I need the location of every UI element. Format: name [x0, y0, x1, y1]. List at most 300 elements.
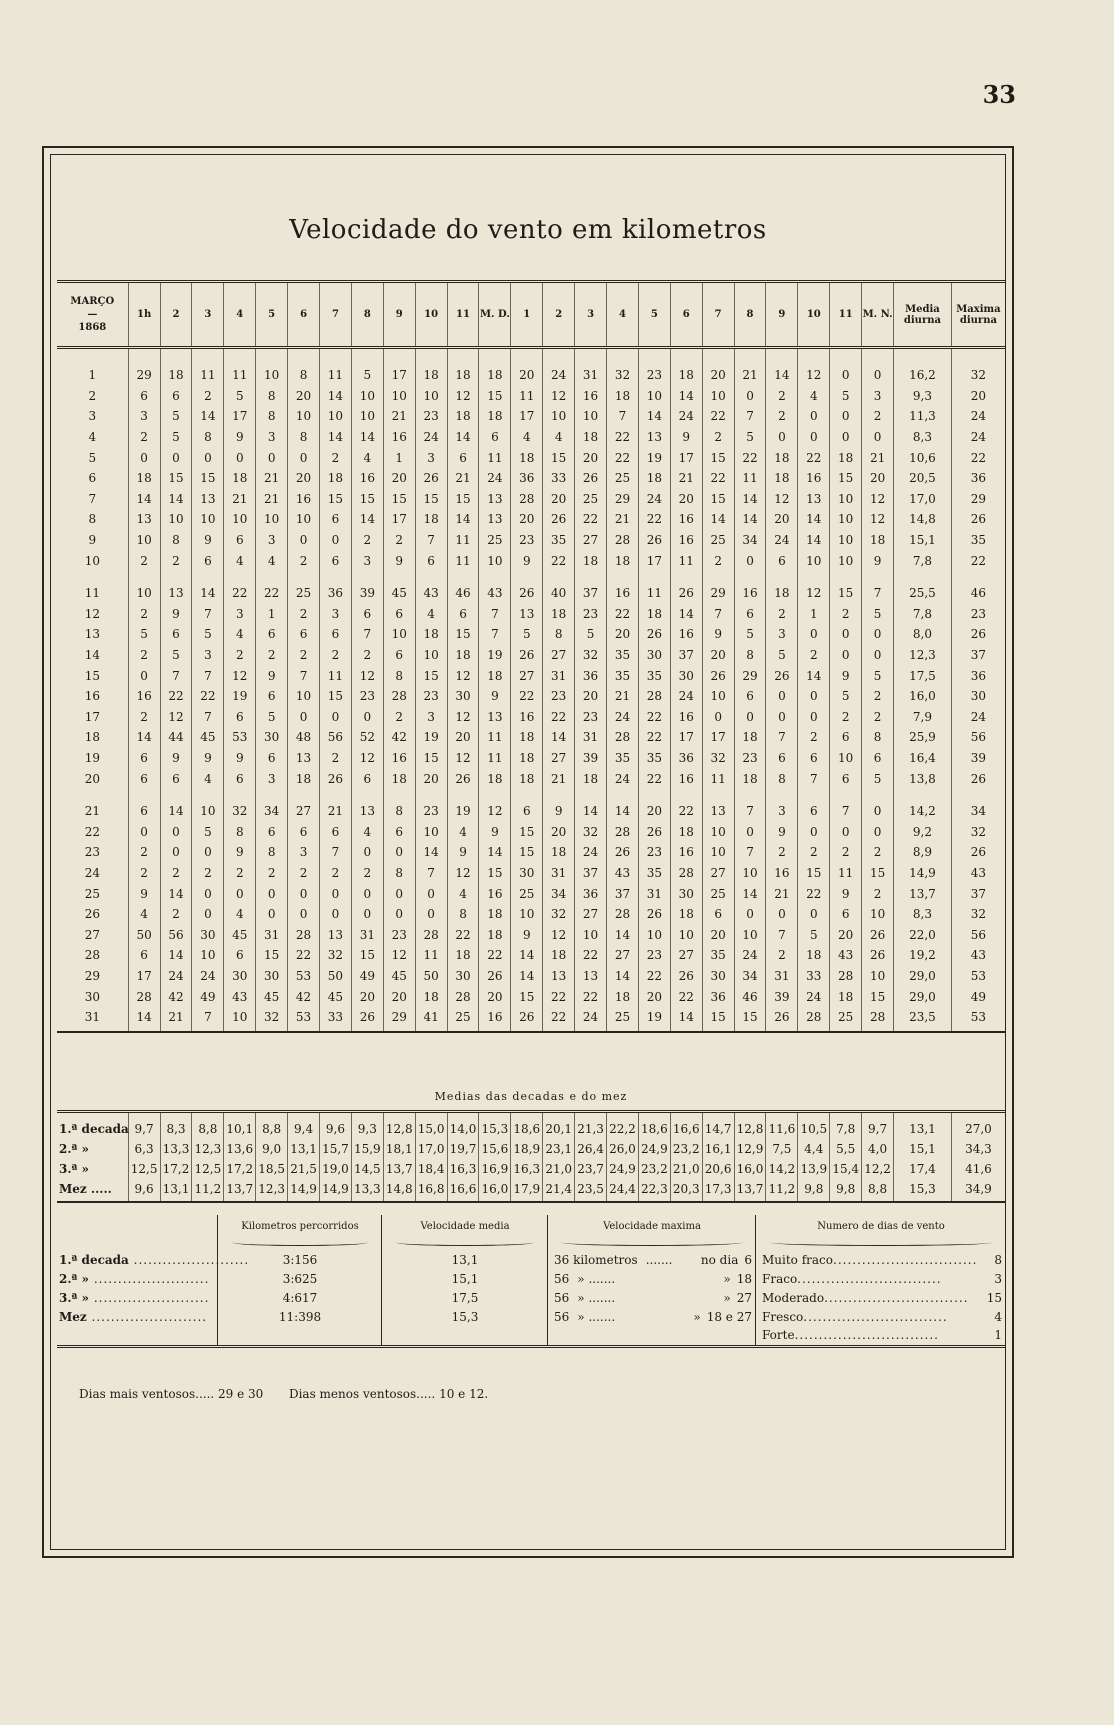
hour-value-cell: 18 — [479, 348, 511, 386]
km-header: Kilometros percorridos — [241, 1221, 359, 1232]
hour-value-cell: 43 — [224, 986, 256, 1007]
decada-value: 18,6 — [511, 1112, 543, 1140]
hour-value-cell: 0 — [734, 707, 766, 728]
hour-value-cell: 18 — [511, 768, 543, 789]
maxima-header — [951, 282, 1005, 348]
hour-value-cell: 0 — [830, 821, 862, 842]
hour-value-cell: 24 — [415, 427, 447, 448]
hour-value-cell: 0 — [830, 348, 862, 386]
decada-value: 21,0 — [670, 1159, 702, 1179]
hour-value-cell: 2 — [798, 645, 830, 666]
hour-value-cell: 26 — [702, 665, 734, 686]
hour-value-cell: 22 — [160, 686, 192, 707]
hour-value-cell: 14 — [734, 883, 766, 904]
hour-value-cell: 0 — [798, 406, 830, 427]
dias-row — [762, 1328, 1002, 1342]
hour-value-cell: 20 — [575, 447, 607, 468]
hour-value-cell: 10 — [192, 789, 224, 822]
hour-value-cell: 3 — [766, 789, 798, 822]
hour-value-cell: 15 — [862, 986, 894, 1007]
hour-value-cell: 42 — [383, 727, 415, 748]
hour-value-cell: 16 — [670, 624, 702, 645]
hour-value-cell: 19 — [447, 789, 479, 822]
hour-value-cell: 6 — [447, 604, 479, 625]
hour-value-cell: 18 — [447, 348, 479, 386]
hour-value-cell: 8 — [383, 665, 415, 686]
hour-value-cell: 13 — [511, 604, 543, 625]
hour-value-cell: 22 — [256, 571, 288, 604]
hour-header: 5 — [638, 282, 670, 348]
day-cell: 2 — [88, 388, 97, 403]
hour-value-cell: 18 — [511, 727, 543, 748]
hour-value-cell: 6 — [224, 530, 256, 551]
hour-value-cell: 13 — [575, 966, 607, 987]
day-cell: 16 — [84, 689, 100, 704]
hour-value-cell: 9 — [830, 883, 862, 904]
hour-value-cell: 15 — [351, 489, 383, 510]
hour-value-cell: 11 — [192, 348, 224, 386]
hour-value-cell: 22 — [798, 447, 830, 468]
hour-value-cell: 10 — [575, 406, 607, 427]
hour-value-cell: 24 — [670, 686, 702, 707]
hour-value-cell: 11 — [447, 530, 479, 551]
hour-value-cell: 7 — [288, 665, 320, 686]
hour-value-cell: 3 — [862, 386, 894, 407]
hour-value-cell: 12 — [798, 348, 830, 386]
hour-header: 11 — [447, 282, 479, 348]
hour-value-cell: 9 — [543, 789, 575, 822]
hour-value-cell: 2 — [766, 386, 798, 407]
hour-value-cell: 17 — [128, 966, 160, 987]
hour-value-cell: 13 — [479, 489, 511, 510]
hour-value-cell: 18 — [607, 986, 639, 1007]
hour-value-cell: 18 — [830, 447, 862, 468]
dot-leader: ........................ — [89, 1272, 210, 1286]
hour-value-cell: 18 — [575, 550, 607, 571]
hour-value-cell: 22 — [798, 883, 830, 904]
hour-value-cell: 10 — [415, 821, 447, 842]
hour-value-cell: 9 — [192, 748, 224, 769]
hour-value-cell: 6 — [128, 748, 160, 769]
decada-value: 15,6 — [479, 1139, 511, 1159]
decada-value: 22,3 — [638, 1179, 670, 1202]
hour-value-cell: 31 — [638, 883, 670, 904]
decada-value: 12,8 — [734, 1112, 766, 1140]
hour-value-cell: 11 — [447, 550, 479, 571]
hour-value-cell: 15 — [479, 863, 511, 884]
max-day-label: no dia — [700, 1253, 739, 1267]
hour-value-cell: 0 — [288, 707, 320, 728]
hour-value-cell: 49 — [351, 966, 383, 987]
table-row — [57, 748, 1005, 769]
decada-value: 34,9 — [951, 1179, 1005, 1202]
dot-leader: ........................ — [89, 1291, 210, 1305]
hour-value-cell: 17 — [383, 348, 415, 386]
hour-value-cell: 0 — [798, 624, 830, 645]
hour-value-cell: 14 — [128, 727, 160, 748]
decada-value: 24,9 — [638, 1139, 670, 1159]
hour-value-cell: 12 — [447, 748, 479, 769]
hour-value-cell: 11 — [320, 348, 352, 386]
hour-value-cell: 0 — [128, 821, 160, 842]
dias-label: Muito fraco — [762, 1253, 833, 1267]
hour-value-cell: 10 — [351, 406, 383, 427]
decada-value: 23,2 — [638, 1159, 670, 1179]
maxima-label: Maxima — [956, 303, 1001, 315]
hour-value-cell: 7 — [607, 406, 639, 427]
decada-value: 26,4 — [575, 1139, 607, 1159]
hour-value-cell: 18 — [734, 727, 766, 748]
hour-value-cell: 26 — [511, 571, 543, 604]
hour-value-cell: 0 — [192, 842, 224, 863]
table-row — [57, 624, 1005, 645]
hour-value-cell: 30 — [702, 966, 734, 987]
hour-value-cell: 2 — [256, 863, 288, 884]
maxima-cell: 37 — [951, 645, 1005, 666]
hour-value-cell: 22 — [702, 406, 734, 427]
hour-value-cell: 9 — [479, 821, 511, 842]
hour-value-cell: 45 — [383, 571, 415, 604]
hour-value-cell: 0 — [288, 447, 320, 468]
hour-value-cell: 28 — [288, 924, 320, 945]
decada-value: 23,5 — [575, 1179, 607, 1202]
hour-value-cell: 0 — [862, 348, 894, 386]
hour-value-cell: 21 — [447, 468, 479, 489]
hour-header: 3 — [192, 282, 224, 348]
hour-value-cell: 16 — [479, 1007, 511, 1033]
media-cell: 14,9 — [894, 863, 952, 884]
hour-value-cell: 15 — [256, 945, 288, 966]
hour-value-cell: 10 — [543, 406, 575, 427]
hour-value-cell: 2 — [351, 863, 383, 884]
hour-value-cell: 32 — [224, 789, 256, 822]
hour-header: 2 — [543, 282, 575, 348]
hour-value-cell: 10 — [734, 863, 766, 884]
hour-value-cell: 28 — [511, 489, 543, 510]
hour-value-cell: 26 — [638, 530, 670, 551]
hour-header: 3 — [575, 282, 607, 348]
hour-value-cell: 3 — [766, 624, 798, 645]
hour-value-cell: 11 — [830, 863, 862, 884]
hour-value-cell: 24 — [543, 348, 575, 386]
hour-value-cell: 0 — [351, 842, 383, 863]
hour-value-cell: 15 — [702, 1007, 734, 1033]
hour-value-cell: 12 — [351, 665, 383, 686]
hour-value-cell: 22 — [543, 1007, 575, 1033]
hour-value-cell: 45 — [224, 924, 256, 945]
hour-value-cell: 23 — [511, 530, 543, 551]
decada-value: 17,0 — [415, 1139, 447, 1159]
summary-max-column — [547, 1215, 756, 1345]
hour-value-cell: 15 — [192, 468, 224, 489]
max-value: 56 — [554, 1291, 570, 1305]
hour-value-cell: 10 — [702, 821, 734, 842]
hour-value-cell: 14 — [670, 386, 702, 407]
hour-value-cell: 22 — [638, 509, 670, 530]
hour-value-cell: 2 — [128, 427, 160, 448]
hour-value-cell: 2 — [192, 386, 224, 407]
table-row — [57, 645, 1005, 666]
hour-value-cell: 18 — [415, 348, 447, 386]
hour-value-cell: 35 — [543, 530, 575, 551]
decada-value: 14,7 — [702, 1112, 734, 1140]
hour-value-cell: 0 — [288, 530, 320, 551]
hour-value-cell: 6 — [320, 821, 352, 842]
hour-value-cell: 21 — [766, 883, 798, 904]
dot-leader: .............................. — [803, 1310, 948, 1324]
hour-value-cell: 21 — [607, 509, 639, 530]
day-cell: 4 — [88, 430, 97, 445]
hour-value-cell: 5 — [862, 768, 894, 789]
hour-header: 10 — [415, 282, 447, 348]
hour-value-cell: 20 — [351, 986, 383, 1007]
hour-value-cell: 15 — [320, 686, 352, 707]
hour-header: 4 — [224, 282, 256, 348]
decada-value: 14,9 — [320, 1179, 352, 1202]
hour-value-cell: 0 — [798, 904, 830, 925]
hour-value-cell: 15 — [415, 665, 447, 686]
hour-value-cell: 7 — [734, 789, 766, 822]
hour-value-cell: 18 — [479, 924, 511, 945]
hour-value-cell: 2 — [128, 550, 160, 571]
hour-value-cell: 6 — [160, 624, 192, 645]
hour-value-cell: 27 — [575, 530, 607, 551]
decada-value: 13,7 — [734, 1179, 766, 1202]
hour-value-cell: 14 — [734, 509, 766, 530]
max-dots: ....... — [645, 1253, 673, 1267]
maxima-cell: 20 — [951, 386, 1005, 407]
day-cell: 27 — [84, 927, 100, 942]
dot-leader: .............................. — [833, 1253, 978, 1267]
hour-value-cell: 0 — [734, 386, 766, 407]
media-cell: 29,0 — [894, 986, 952, 1007]
hour-value-cell: 9 — [256, 665, 288, 686]
maxima-cell: 39 — [951, 748, 1005, 769]
hour-value-cell: 10 — [128, 530, 160, 551]
decada-value: 12,5 — [192, 1159, 224, 1179]
decada-value: 11,2 — [766, 1179, 798, 1202]
hour-value-cell: 37 — [575, 571, 607, 604]
hour-value-cell: 7 — [734, 842, 766, 863]
hour-value-cell: 15 — [830, 571, 862, 604]
decada-value: 16,3 — [447, 1159, 479, 1179]
hour-value-cell: 17 — [383, 509, 415, 530]
hour-value-cell: 2 — [766, 945, 798, 966]
hour-value-cell: 0 — [224, 447, 256, 468]
hour-value-cell: 36 — [702, 986, 734, 1007]
hour-value-cell: 31 — [575, 348, 607, 386]
dias-count: 1 — [994, 1328, 1002, 1342]
year-label: 1868 — [78, 322, 107, 333]
hour-value-cell: 5 — [575, 624, 607, 645]
hour-value-cell: 9 — [479, 686, 511, 707]
hour-value-cell: 27 — [702, 863, 734, 884]
day-cell: 26 — [84, 907, 100, 922]
table-header-row — [57, 282, 1005, 348]
hour-value-cell: 15 — [447, 489, 479, 510]
hour-value-cell: 0 — [702, 707, 734, 728]
hour-value-cell: 14 — [543, 727, 575, 748]
hour-value-cell: 0 — [830, 624, 862, 645]
hour-value-cell: 0 — [766, 686, 798, 707]
decada-value: 18,5 — [256, 1159, 288, 1179]
hour-value-cell: 28 — [862, 1007, 894, 1033]
hour-value-cell: 34 — [543, 883, 575, 904]
dias-count: 4 — [994, 1310, 1002, 1324]
hour-value-cell: 2 — [702, 427, 734, 448]
hour-value-cell: 4 — [224, 550, 256, 571]
decadas-body — [57, 1112, 1005, 1203]
hour-value-cell: 12 — [543, 924, 575, 945]
hour-value-cell: 21 — [670, 468, 702, 489]
hour-value-cell: 2 — [862, 883, 894, 904]
vel-value: 15,3 — [451, 1310, 479, 1324]
hour-value-cell: 22 — [543, 707, 575, 728]
decada-value: 9,7 — [862, 1112, 894, 1140]
hour-value-cell: 35 — [607, 665, 639, 686]
hour-value-cell: 30 — [670, 665, 702, 686]
hour-value-cell: 37 — [607, 883, 639, 904]
hour-value-cell: 22 — [575, 945, 607, 966]
hour-value-cell: 24 — [607, 707, 639, 728]
hour-value-cell: 24 — [734, 945, 766, 966]
page-number: 33 — [982, 80, 1016, 109]
hour-value-cell: 9 — [670, 427, 702, 448]
hour-value-cell: 30 — [638, 645, 670, 666]
hour-value-cell: 41 — [415, 1007, 447, 1033]
maxima-cell: 53 — [951, 966, 1005, 987]
max-day-label: » — [723, 1291, 731, 1305]
hour-value-cell: 5 — [511, 624, 543, 645]
hour-value-cell: 26 — [862, 945, 894, 966]
hour-value-cell: 23 — [383, 924, 415, 945]
hour-header: 11 — [830, 282, 862, 348]
media-cell: 13,7 — [894, 883, 952, 904]
hour-value-cell: 12 — [543, 386, 575, 407]
hour-value-cell: 16 — [351, 468, 383, 489]
hour-value-cell: 7 — [479, 624, 511, 645]
hour-value-cell: 14 — [128, 489, 160, 510]
hour-value-cell: 24 — [766, 530, 798, 551]
hour-value-cell: 16 — [128, 686, 160, 707]
summary-dias-column — [755, 1215, 1006, 1345]
hour-value-cell: 2 — [862, 406, 894, 427]
maxima-cell: 36 — [951, 468, 1005, 489]
hour-value-cell: 10 — [702, 686, 734, 707]
hour-value-cell: 13 — [543, 966, 575, 987]
hour-value-cell: 5 — [192, 624, 224, 645]
hour-value-cell: 20 — [479, 986, 511, 1007]
hour-value-cell: 20 — [702, 924, 734, 945]
hour-value-cell: 22 — [575, 986, 607, 1007]
hour-header: 10 — [798, 282, 830, 348]
decadas-caption: Medias das decadas e do mez — [434, 1090, 628, 1103]
media-cell: 13,8 — [894, 768, 952, 789]
hour-value-cell: 14 — [128, 1007, 160, 1033]
hour-value-cell: 8 — [256, 842, 288, 863]
hour-value-cell: 14 — [192, 571, 224, 604]
hour-value-cell: 13 — [638, 427, 670, 448]
hour-value-cell: 2 — [288, 863, 320, 884]
hour-value-cell: 10 — [224, 509, 256, 530]
hour-value-cell: 22 — [638, 966, 670, 987]
hour-value-cell: 49 — [192, 986, 224, 1007]
day-cell: 1 — [88, 368, 97, 383]
media-cell: 14,8 — [894, 509, 952, 530]
vel-value: 17,5 — [451, 1291, 479, 1305]
hour-value-cell: 6 — [351, 768, 383, 789]
hour-value-cell: 10 — [415, 386, 447, 407]
table-row — [57, 468, 1005, 489]
summary-row-label — [57, 1272, 217, 1286]
hour-value-cell: 13 — [192, 489, 224, 510]
hour-value-cell: 11 — [320, 665, 352, 686]
hour-value-cell: 13 — [160, 571, 192, 604]
hour-value-cell: 8 — [288, 348, 320, 386]
page-frame-inner — [50, 154, 1006, 1550]
hour-value-cell: 11 — [479, 447, 511, 468]
hour-value-cell: 56 — [160, 924, 192, 945]
hour-value-cell: 15 — [830, 468, 862, 489]
hour-value-cell: 20 — [511, 348, 543, 386]
hour-value-cell: 2 — [798, 727, 830, 748]
hour-value-cell: 18 — [830, 986, 862, 1007]
hour-value-cell: 28 — [447, 986, 479, 1007]
hour-value-cell: 2 — [830, 842, 862, 863]
hour-value-cell: 0 — [862, 789, 894, 822]
hour-value-cell: 6 — [224, 768, 256, 789]
hour-value-cell: 18 — [670, 821, 702, 842]
hour-value-cell: 18 — [798, 945, 830, 966]
dias-row — [762, 1253, 1002, 1267]
table-row — [57, 883, 1005, 904]
hour-value-cell: 11 — [479, 748, 511, 769]
hour-value-cell: 13 — [479, 707, 511, 728]
hour-value-cell: 18 — [766, 468, 798, 489]
hour-header: 2 — [160, 282, 192, 348]
hour-value-cell: 16 — [734, 571, 766, 604]
table-row — [57, 427, 1005, 448]
hour-value-cell: 2 — [128, 604, 160, 625]
hour-value-cell: 18 — [575, 768, 607, 789]
hour-value-cell: 20 — [607, 624, 639, 645]
hour-value-cell: 4 — [447, 883, 479, 904]
day-cell: 15 — [84, 668, 100, 683]
day-cell: 13 — [84, 627, 100, 642]
media-cell: 29,0 — [894, 966, 952, 987]
hour-value-cell: 18 — [638, 604, 670, 625]
hour-value-cell: 20 — [862, 468, 894, 489]
hour-value-cell: 7 — [830, 789, 862, 822]
hour-value-cell: 11 — [224, 348, 256, 386]
hour-value-cell: 6 — [256, 624, 288, 645]
hour-value-cell: 12 — [862, 489, 894, 510]
hour-value-cell: 0 — [862, 645, 894, 666]
hour-value-cell: 10 — [830, 530, 862, 551]
hour-value-cell: 22 — [479, 945, 511, 966]
hour-value-cell: 14 — [160, 883, 192, 904]
hour-value-cell: 2 — [160, 550, 192, 571]
hour-value-cell: 29 — [607, 489, 639, 510]
hour-value-cell: 20 — [638, 789, 670, 822]
decada-value: 17,3 — [702, 1179, 734, 1202]
decada-value: 16,0 — [479, 1179, 511, 1202]
hour-value-cell: 5 — [192, 821, 224, 842]
hour-value-cell: 5 — [734, 624, 766, 645]
dias-label: Fresco — [762, 1310, 804, 1324]
hour-value-cell: 14 — [511, 966, 543, 987]
maxima-cell: 34 — [951, 789, 1005, 822]
